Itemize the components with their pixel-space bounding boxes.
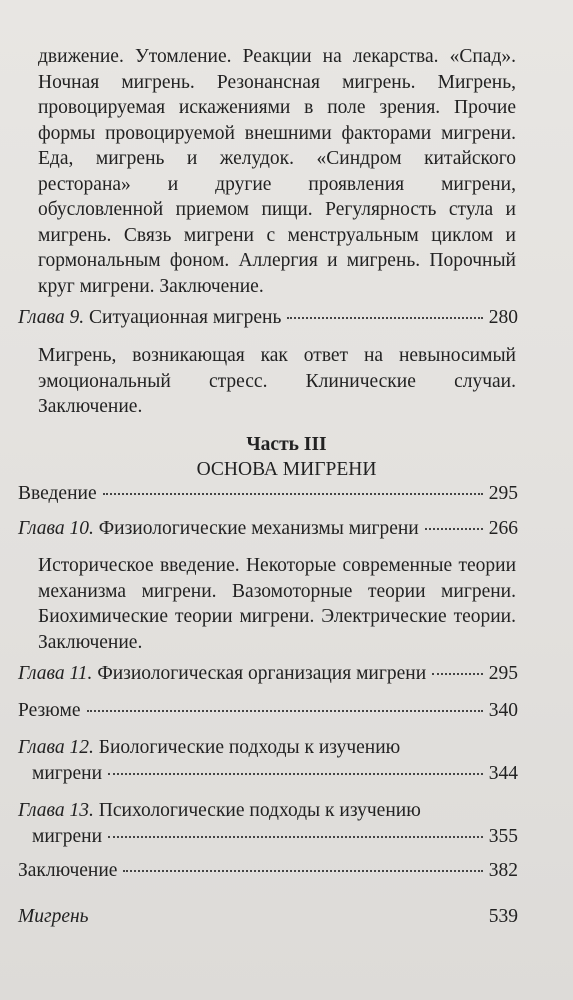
chapter-10-page: 266 xyxy=(488,518,518,539)
running-title: Мигрень xyxy=(18,906,89,927)
dot-leader xyxy=(108,836,483,838)
chapter-12-title-line2: мигрени xyxy=(32,763,103,784)
introduction-page: 295 xyxy=(488,483,518,504)
chapter-12-title-line1: Биологические подходы к изучению xyxy=(98,737,401,758)
toc-entry-chapter-9 xyxy=(18,306,518,330)
dot-leader xyxy=(425,528,483,530)
chapter-11-title: Физиологическая организация мигрени xyxy=(97,663,427,684)
page-footer xyxy=(18,906,518,928)
introduction-title: Введение xyxy=(18,483,97,504)
conclusion-title: Заключение xyxy=(18,860,118,881)
chapter-13-title-line2: мигрени xyxy=(32,826,103,847)
toc-entry-chapter-12 xyxy=(18,735,518,787)
toc-entry-chapter-11 xyxy=(18,662,518,686)
summary-page: 340 xyxy=(488,700,518,721)
chapter-9-title: Ситуационная мигрень xyxy=(89,307,282,328)
dot-leader xyxy=(432,673,483,675)
chapter-10-description: Историческое введение. Некоторые современные теории механизма мигрени. Вазомоторные теории мигрени. Биохимические теории мигрени. Электрические теории. Заключение. xyxy=(38,555,516,653)
chapter-10-label: Глава 10. xyxy=(18,518,94,539)
toc-entry-chapter-13 xyxy=(18,798,518,850)
toc-entry-conclusion xyxy=(18,859,518,883)
chapter-10-title: Физиологические механизмы мигрени xyxy=(98,518,419,539)
chapter-12-label: Глава 12. xyxy=(18,737,94,758)
chapter-13-label: Глава 13. xyxy=(18,800,94,821)
dot-leader xyxy=(123,870,482,872)
conclusion-page: 382 xyxy=(488,860,518,881)
part-label: Часть III xyxy=(246,434,327,455)
chapter-11-label: Глава 11. xyxy=(18,663,93,684)
page-number: 539 xyxy=(488,906,518,927)
chapter-9-label: Глава 9. xyxy=(18,307,85,328)
dot-leader xyxy=(287,317,482,319)
chapter-9-page: 280 xyxy=(488,307,518,328)
intro-paragraph: движение. Утомление. Реакции на лекарства. «Спад». Ночная мигрень. Резонансная мигрень. Мигрень, провоцируемая искажениями в поле зрения. Прочие формы провоцируемой внешними факторами мигрени. Еда, мигрень и желудок. «Синдром китайского ресторана» и другие проявления мигрени, обусловленной приемом пищи. Регулярность стула и мигрень. Связь мигрени с менструальным циклом и гормональным фоном. Аллергия и мигрень. Порочный круг мигрени. Заключение. xyxy=(38,46,516,297)
summary-title: Резюме xyxy=(18,700,81,721)
dot-leader xyxy=(103,493,483,495)
dot-leader xyxy=(87,710,483,712)
part-title: ОСНОВА МИГРЕНИ xyxy=(196,459,377,480)
toc-entry-introduction xyxy=(18,482,518,506)
chapter-12-page: 344 xyxy=(488,763,518,784)
chapter-13-title-line1: Психологические подходы к изучению xyxy=(98,800,421,821)
dot-leader xyxy=(108,773,483,775)
toc-entry-summary xyxy=(18,699,518,723)
chapter-11-page: 295 xyxy=(488,663,518,684)
chapter-13-page: 355 xyxy=(488,826,518,847)
chapter-9-description: Мигрень, возникающая как ответ на невыносимый эмоциональный стресс. Клинические случаи. Заключение. xyxy=(38,345,516,417)
toc-entry-chapter-10 xyxy=(18,517,518,541)
